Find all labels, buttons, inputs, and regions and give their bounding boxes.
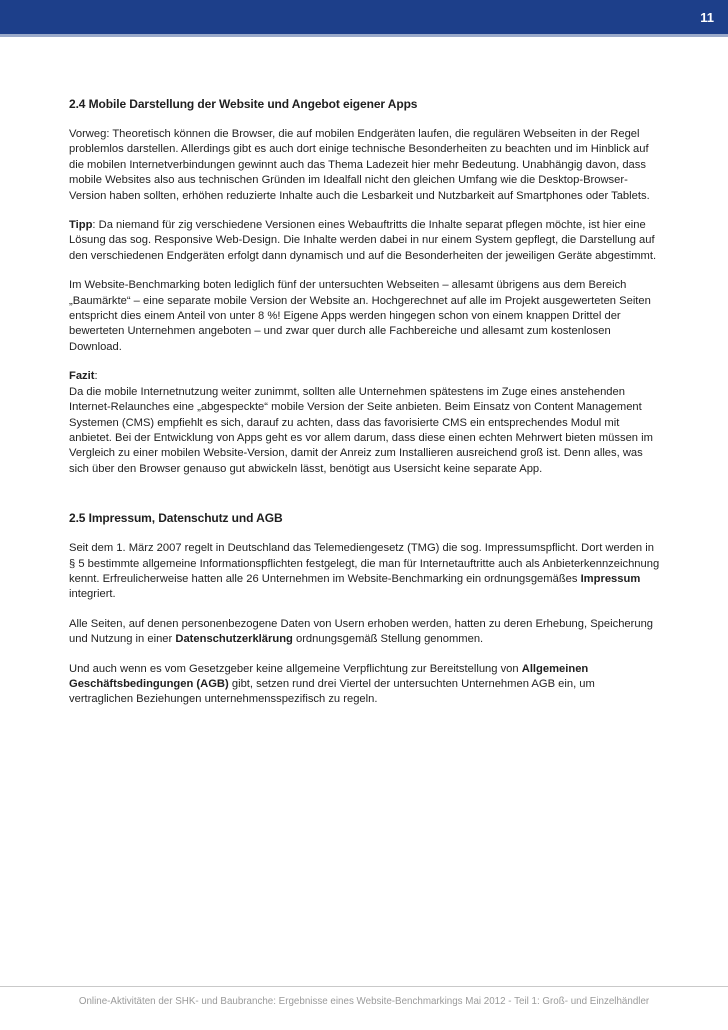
header-bar [0,0,728,37]
paragraph-datenschutz [69,617,661,648]
footer-text: Online-Aktivitäten der SHK- und Baubranche: Ergebnisse eines Website-Benchmarkings Mai 2012 - Teil 1: Groß- und Einzelhändler [78,996,650,1007]
tipp-text: : Da niemand für zig verschiedene Versionen eines Webauftritts die Inhalte separat pflegen möchte, ist hier eine Lösung das sog. Responsive Web-Design. Die Inhalte werden dabei in nur einem System gepflegt, die Darstellung auf den verschiedenen Endgeräten erfolgt dann dynamisch und auf die Besonderheiten der jeweiligen Geräte abgestimmt. [69,219,657,262]
tipp-label: Tipp [69,219,93,232]
datenschutz-end: ordnungsgemäß Stellung genommen. [292,633,484,646]
agb-text: Und auch wenn es vom Gesetzgeber keine allgemeine Verpflichtung zur Bereitstellung von [69,662,522,675]
datenschutz-bold: Datenschutzerklärung [175,633,293,646]
section-heading-impressum: 2.5 Impressum, Datenschutz und AGB [69,511,283,526]
paragraph-agb [69,662,661,708]
section-heading-mobile: 2.4 Mobile Darstellung der Website und Angebot eigener Apps [69,97,418,111]
footer-divider [0,986,728,987]
page-number: 11 [700,10,714,25]
impressum-bold: Impressum [580,572,641,585]
paragraph-impressum [69,541,661,603]
fazit-text: Da die mobile Internetnutzung weiter zunimmt, sollten alle Unternehmen spätestens im Zuge eines anstehenden Internet-Relaunches eine „abgespeckte“ mobile Version der Seite anbieten. Beim Einsatz von Content Management Systemen (CMS) empfiehlt es sich, darauf zu achten, dass das favorisierte CMS ein entsprechendes Modul mit anbietet. Bei der Entwicklung von Apps geht es vor allem darum, dass diese einen echten Mehrwert bieten müssen im Vergleich zu einer mobilen Website-Version, damit der Anreiz zum Installieren ausreichend groß ist. Denn alles, was sich über den Browser genauso gut abwickeln lässt, benötigt aus Usersicht keine separate App. [69,385,653,475]
agb-end: gibt, setzen rund drei Viertel der untersuchten Unternehmen AGB ein, um vertraglichen Beziehungen unternehmensspezifisch zu regeln. [69,677,595,706]
fazit-colon: : [94,370,98,383]
impressum-text: Seit dem 1. März 2007 regelt in Deutschland das Telemediengesetz (TMG) die sog. Impressumspflicht. Dort werden in § 5 bestimmte allgemeine Informationspflichten festgelegt, die man für Internetauftritte auch als Anbieterkennzeichnung kennt. Erfreulicherweise hatten alle 26 Unternehmen im Website-Benchmarking ein ordnungsgemäßes [69,542,660,585]
paragraph-tipp [69,218,661,264]
agb-bold: Allgemeinen Geschäftsbedingungen (AGB) [69,662,589,690]
impressum-end: integriert. [69,588,116,601]
page-content [69,97,661,722]
paragraph-fazit [69,369,661,477]
paragraph-benchmark: Im Website-Benchmarking boten lediglich fünf der untersuchten Webseiten – allesamt übrigens aus dem Bereich „Baumärkte“ – eine separate mobile Version der Website an. Hochgerechnet auf alle im Projekt ausgewerteten Seiten entspricht dies einem Anteil von unter 8 %! Eigene Apps werden hingegen schon von einem knappen Drittel der bewerteten Unternehmen angeboten – und zwar quer durch alle Fachbereiche und allesamt zum kostenlosen Download. [69,279,651,353]
paragraph-intro: Vorweg: Theoretisch können die Browser, die auf mobilen Endgeräten laufen, die regulären Webseiten in der Regel problemlos darstellen. Allerdings gibt es auch dort einige technische Besonderheiten zu beachten und im Hinblick auf die mobilen Internetverbindungen gewinnt auch das Thema Ladezeit hier mehr Bedeutung. Unabhängig davon, dass mobile Websites also aus technischen Gründen im Idealfall nicht den gleichen Umfang wie die Desktop-Browser-Version haben sollten, erhöhen reduzierte Inhalte auch die Lesbarkeit und Nutzbarkeit auf Smartphones oder Tablets. [69,128,650,202]
fazit-label: Fazit [69,370,95,383]
datenschutz-text: Alle Seiten, auf denen personenbezogene Daten von Usern erhoben werden, hatten zu deren Erhebung, Speicherung und Nutzung in einer [69,617,654,646]
